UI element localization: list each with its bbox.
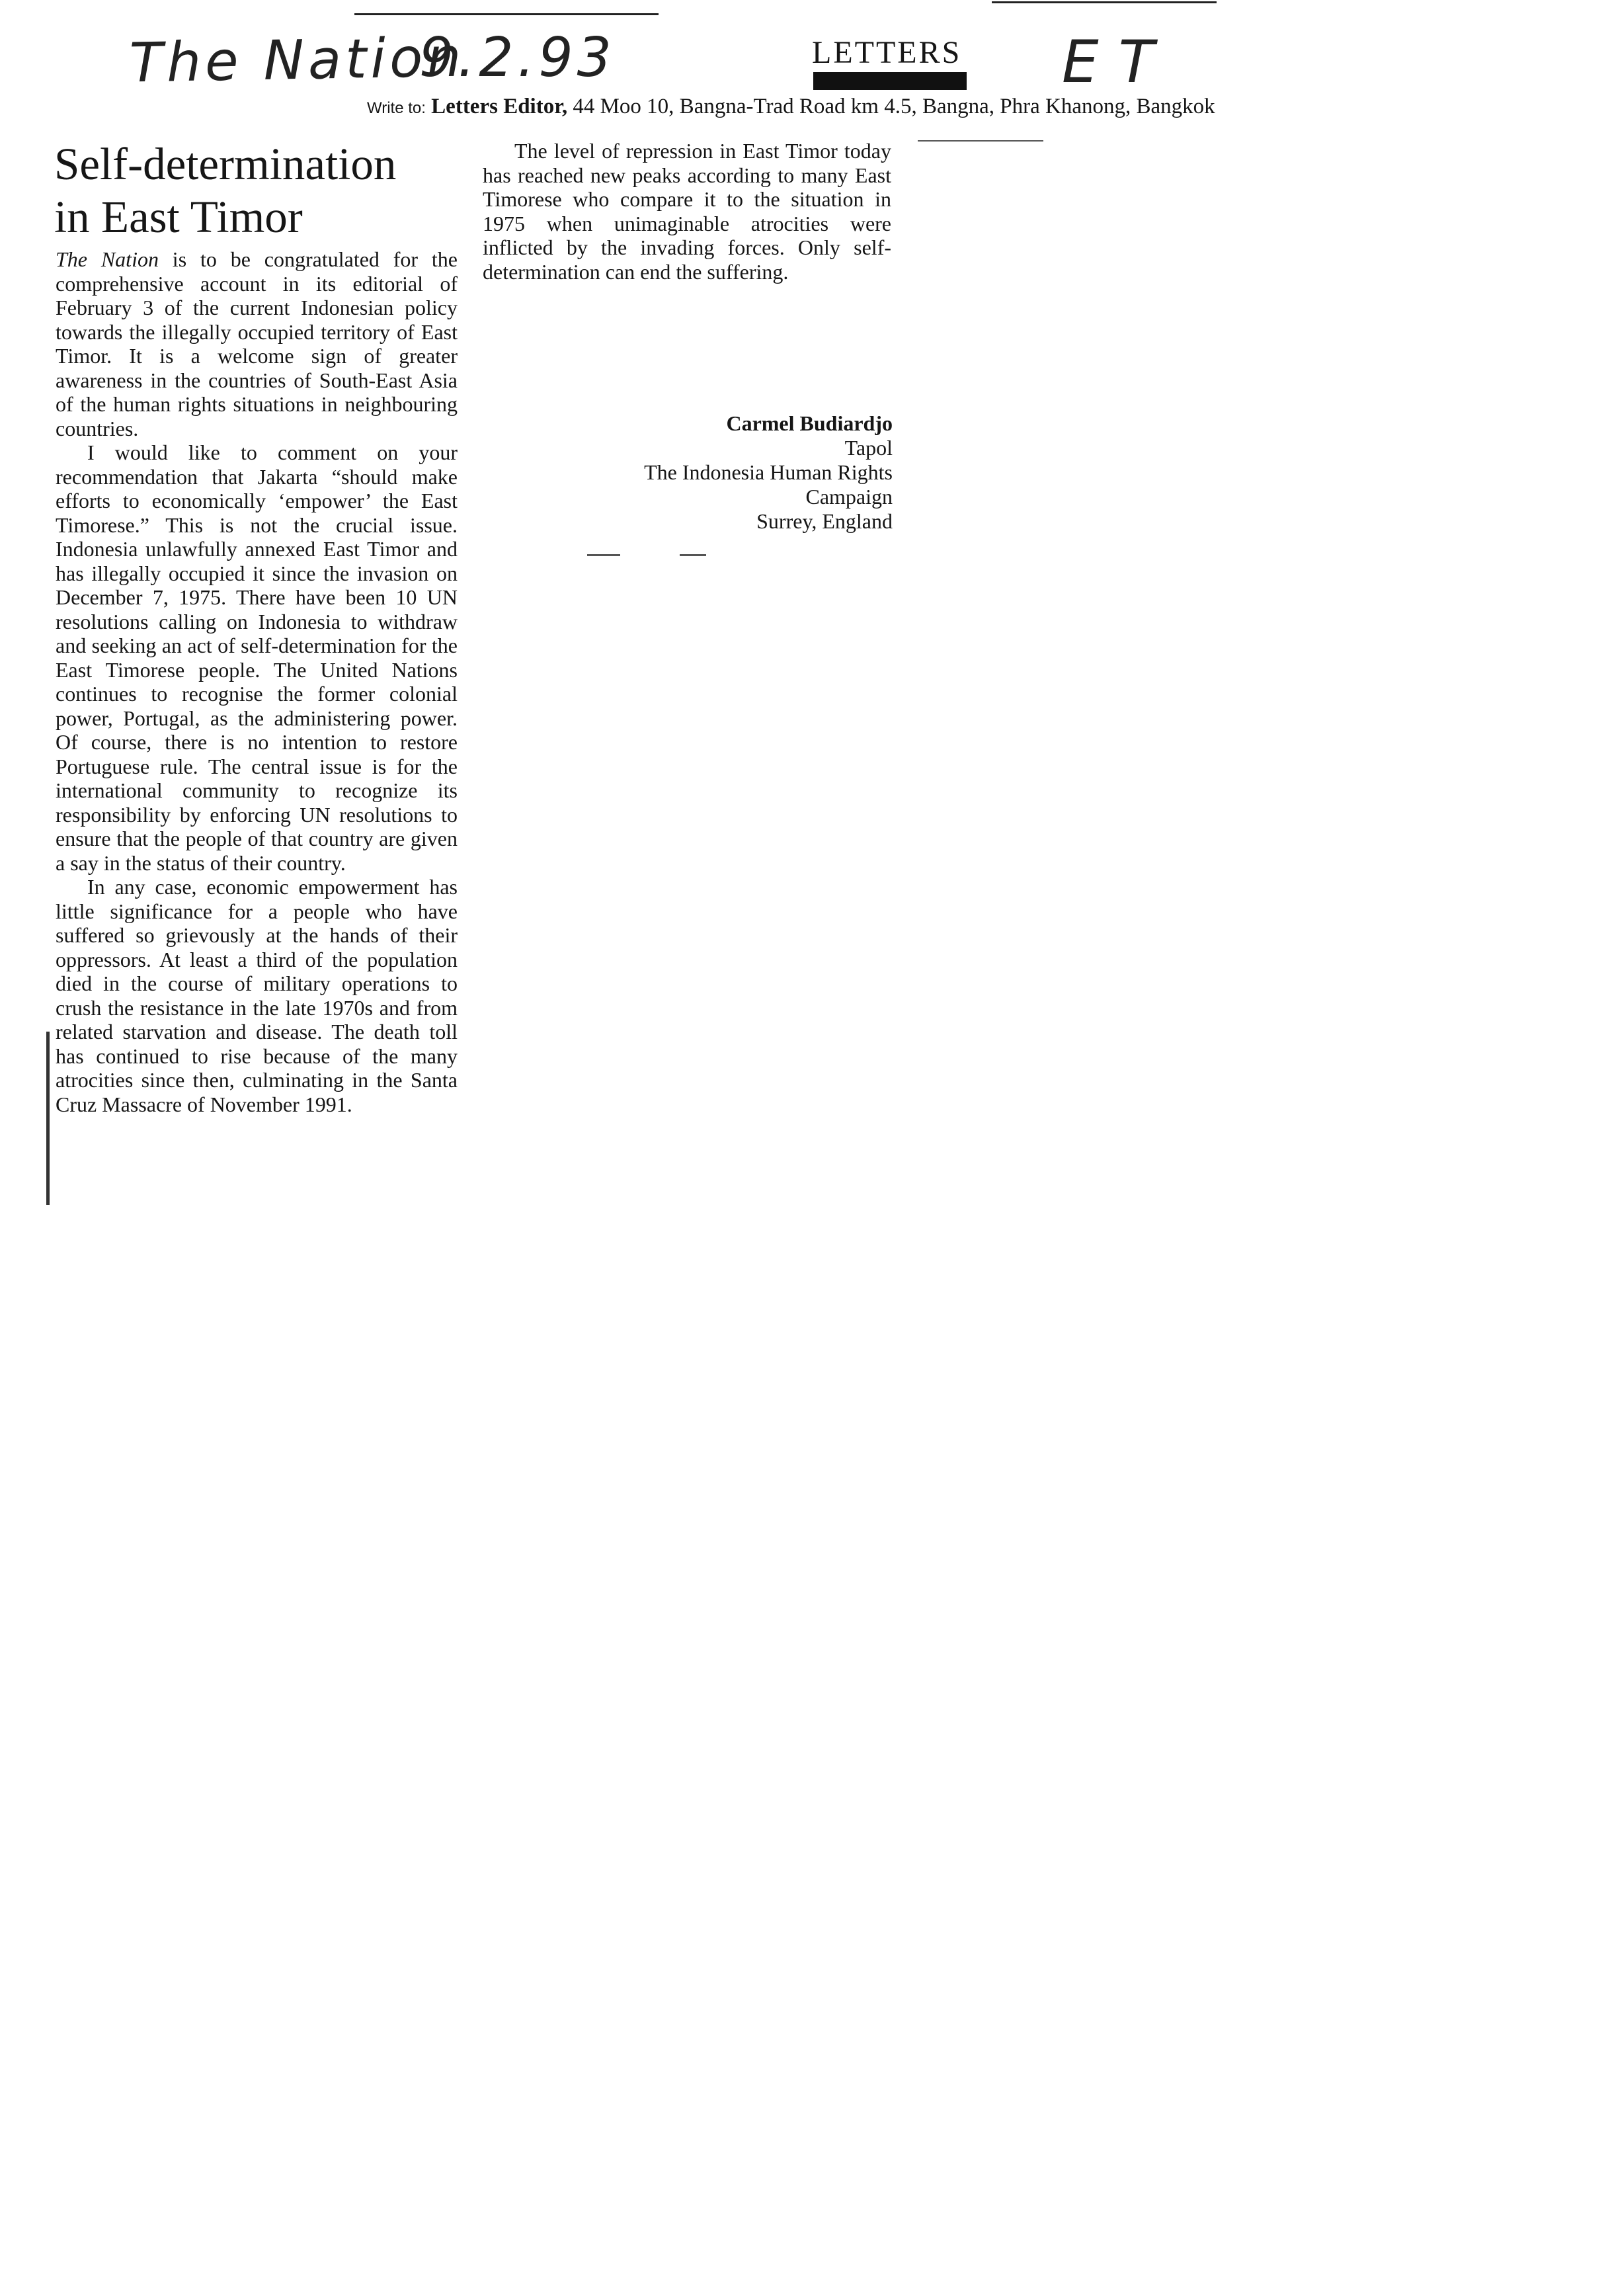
letter-paragraph-4: The level of repression in East Timor today has reached new peaks according to many East Timorese who compare it to the situation in 1975 when unimaginable atrocities were inflicted by the invading forces. Only self-determination can end the suffering. (483, 139, 891, 284)
letter-column-right (483, 139, 891, 284)
letter-paragraph-2: I would like to comment on your recommendation that Jakarta “should make efforts to economically ‘empower’ the East Timorese.” This is not the crucial issue. Indonesia unlawfully annexed East Timor and has illegally occupied it since the invasion on December 7, 1975. There have been 10 UN resolutions calling on Indonesia to withdraw and seeking an act of self-determination for the East Timorese people. The United Nations continues to recognise the former colonial power, Portugal, as the administering power. Of course, there is no intention to restore Portuguese rule. The central issue is for the international community to recognize its responsibility by enforcing UN resolutions to ensure that the people of that country are given a say in the status of their country. (56, 440, 458, 875)
letter-paragraph-1 (56, 247, 458, 440)
paragraph-1-lead: The Nation (56, 247, 159, 271)
write-to-lead: Write to: (367, 99, 426, 117)
letter-headline (54, 138, 451, 243)
header-dash (918, 140, 1043, 142)
headline-line-2: in East Timor (54, 192, 303, 242)
side-bracket (46, 1032, 50, 1205)
handwritten-source: The Nation (129, 26, 466, 95)
handwritten-tag: ET (1062, 28, 1174, 96)
end-dash-right (680, 554, 706, 556)
letter-column-left (56, 247, 458, 1116)
headline-line-1: Self-determination (54, 139, 397, 189)
signature-block (562, 411, 893, 534)
letter-paragraph-3: In any case, economic empowerment has little significance for a people who have suffered so grievously at the hands of their oppressors. At least a third of the population died in the course of military operations to crush the resistance in the late 1970s and from related starvation and disease. The death toll has continued to rise because of the many atrocities since then, culminating in the Santa Cruz Massacre of November 1991. (56, 875, 458, 1116)
write-to-line (367, 95, 1215, 119)
paragraph-1-body: is to be congratulated for the comprehensive account in its editorial of February 3 of the current Indonesian policy towards the illegally occupied territory of East Timor. It is a welcome sign of greater awareness in the countries of South-East Asia of the human rights situations in neighbouring countries. (56, 247, 458, 440)
clipping-top-rule-right (992, 1, 1217, 3)
signature-line-4: Surrey, England (756, 509, 893, 533)
signature-line-1: Tapol (844, 436, 893, 460)
signature-name: Carmel Budiardjo (726, 411, 893, 435)
write-to-address: 44 Moo 10, Bangna-Trad Road km 4.5, Bangna, Phra Khanong, Bangkok (573, 95, 1215, 118)
handwritten-date: 9.2.93 (419, 26, 616, 89)
end-dash-left (587, 554, 620, 556)
signature-line-3: Campaign (805, 485, 893, 509)
write-to-editor: Letters Editor, (431, 95, 568, 118)
signature-line-2: The Indonesia Human Rights (644, 460, 893, 484)
clipping-top-rule (354, 13, 659, 15)
section-label: LETTERS (812, 35, 962, 70)
section-bar (813, 72, 967, 90)
